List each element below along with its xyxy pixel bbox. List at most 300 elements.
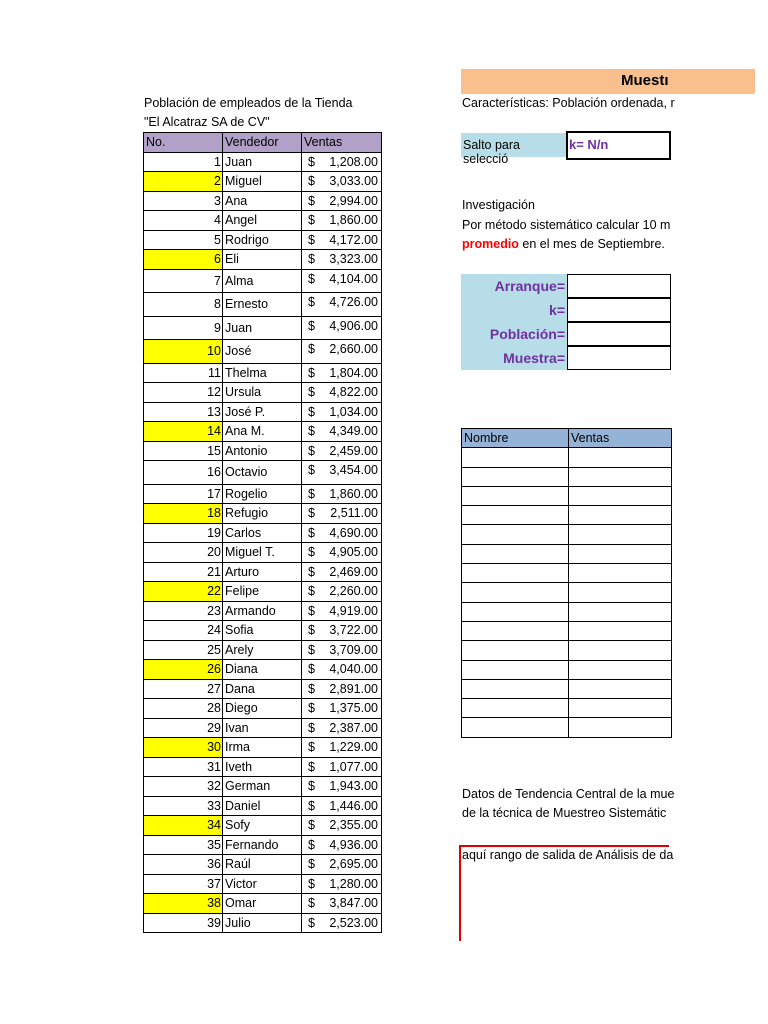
row-number-cell[interactable]: 25 <box>144 640 223 660</box>
sales-amount: 4,104.00 <box>329 271 378 286</box>
currency-symbol: $ <box>308 740 315 754</box>
table-row <box>144 340 382 364</box>
currency-symbol: $ <box>308 623 315 637</box>
vendor-name-cell[interactable]: Irma <box>223 738 302 758</box>
currency-symbol: $ <box>308 342 315 356</box>
sales-amount: 2,891.00 <box>329 681 378 696</box>
currency-symbol: $ <box>308 404 315 419</box>
table-row <box>144 191 382 211</box>
promedio-word: promedio <box>462 237 519 251</box>
sample-row <box>462 583 672 602</box>
currency-symbol: $ <box>308 385 315 399</box>
table-row <box>144 250 382 270</box>
sales-amount: 2,994.00 <box>329 193 378 208</box>
param-k-label: k= <box>549 302 565 318</box>
vendor-name-cell[interactable]: Ursula <box>223 383 302 403</box>
vendor-name-cell[interactable]: Arely <box>223 640 302 660</box>
table-row <box>144 757 382 777</box>
sample-row <box>462 486 672 505</box>
sample-row <box>462 679 672 698</box>
param-muestra-label: Muestra= <box>503 350 565 366</box>
employee-table <box>143 132 382 933</box>
sales-cell[interactable] <box>302 172 382 192</box>
sales-cell[interactable] <box>302 913 382 933</box>
sales-cell[interactable] <box>302 835 382 855</box>
sales-cell[interactable] <box>302 461 382 485</box>
param-k-input[interactable] <box>567 298 671 322</box>
sales-amount: 2,469.00 <box>329 564 378 579</box>
row-number-cell[interactable]: 17 <box>144 484 223 504</box>
row-number-cell[interactable]: 10 <box>144 340 223 364</box>
sales-cell[interactable] <box>302 523 382 543</box>
sample-name-cell[interactable] <box>462 486 569 505</box>
currency-symbol: $ <box>308 486 315 501</box>
currency-symbol: $ <box>308 759 315 774</box>
header-ventas: Ventas <box>302 133 382 153</box>
row-number-cell[interactable]: 30 <box>144 738 223 758</box>
row-number-cell[interactable]: 37 <box>144 874 223 894</box>
sales-amount: 2,459.00 <box>329 443 378 458</box>
sample-row <box>462 660 672 679</box>
row-number-cell[interactable]: 18 <box>144 504 223 524</box>
vendor-name-cell[interactable]: Juan <box>223 152 302 172</box>
vendor-name-cell[interactable]: Daniel <box>223 796 302 816</box>
sample-sales-cell[interactable] <box>569 699 672 718</box>
row-number-cell[interactable]: 19 <box>144 523 223 543</box>
row-number-cell[interactable]: 27 <box>144 679 223 699</box>
vendor-name-cell[interactable]: Iveth <box>223 757 302 777</box>
sales-amount: 4,690.00 <box>329 525 378 540</box>
sales-amount: 2,695.00 <box>329 857 378 871</box>
sales-amount: 2,260.00 <box>329 584 378 598</box>
sales-amount: 4,349.00 <box>329 424 378 438</box>
vendor-name-cell[interactable]: Arturo <box>223 562 302 582</box>
currency-symbol: $ <box>308 603 315 618</box>
salto-label-cell[interactable] <box>461 133 567 166</box>
sample-sales-cell[interactable] <box>569 583 672 602</box>
sales-cell[interactable] <box>302 699 382 719</box>
sales-cell[interactable] <box>302 383 382 403</box>
table-row <box>144 211 382 231</box>
investigation-line1: Por método sistemático calcular 10 m <box>462 218 671 232</box>
sales-amount: 4,040.00 <box>329 662 378 676</box>
table-row <box>144 913 382 933</box>
currency-symbol: $ <box>308 545 315 559</box>
row-number-cell[interactable]: 15 <box>144 441 223 461</box>
salto-label: Salto para selecció <box>463 138 520 166</box>
sample-row <box>462 506 672 525</box>
table-row <box>144 699 382 719</box>
row-number-cell[interactable]: 13 <box>144 402 223 422</box>
sales-amount: 4,726.00 <box>329 295 378 309</box>
table-row <box>144 504 382 524</box>
row-number-cell[interactable]: 24 <box>144 621 223 641</box>
row-number-cell[interactable]: 2 <box>144 172 223 192</box>
sales-amount: 1,375.00 <box>329 701 378 715</box>
vendor-name-cell[interactable]: Victor <box>223 874 302 894</box>
sample-header-ventas: Ventas <box>569 429 672 448</box>
sales-amount: 1,804.00 <box>329 365 378 380</box>
sales-cell[interactable] <box>302 738 382 758</box>
row-number-cell[interactable]: 16 <box>144 461 223 485</box>
row-number-cell[interactable]: 8 <box>144 293 223 317</box>
vendor-name-cell[interactable]: Rogelio <box>223 484 302 504</box>
currency-symbol: $ <box>308 876 315 891</box>
sales-amount: 1,860.00 <box>329 213 378 227</box>
currency-symbol: $ <box>308 154 315 169</box>
currency-symbol: $ <box>308 798 315 813</box>
currency-symbol: $ <box>308 720 315 735</box>
sales-amount: 1,446.00 <box>329 798 378 813</box>
sales-cell[interactable] <box>302 894 382 914</box>
sales-cell[interactable] <box>302 363 382 383</box>
sales-amount: 2,511.00 <box>330 506 378 520</box>
row-number-cell[interactable]: 11 <box>144 363 223 383</box>
vendor-name-cell[interactable]: Ivan <box>223 718 302 738</box>
sales-cell[interactable] <box>302 718 382 738</box>
sales-amount: 1,229.00 <box>329 740 378 754</box>
table-row <box>144 718 382 738</box>
vendor-name-cell[interactable]: Diana <box>223 660 302 680</box>
row-number-cell[interactable]: 39 <box>144 913 223 933</box>
vendor-name-cell[interactable]: Refugio <box>223 504 302 524</box>
sales-cell[interactable] <box>302 582 382 602</box>
row-number-cell[interactable]: 5 <box>144 230 223 250</box>
table-row <box>144 874 382 894</box>
row-number-cell[interactable]: 33 <box>144 796 223 816</box>
table-row <box>144 316 382 340</box>
sales-cell[interactable] <box>302 796 382 816</box>
sales-amount: 2,355.00 <box>329 818 378 832</box>
vendor-name-cell[interactable]: Omar <box>223 894 302 914</box>
currency-symbol: $ <box>308 213 315 227</box>
table-row <box>144 484 382 504</box>
sales-cell[interactable] <box>302 293 382 317</box>
vendor-name-cell[interactable]: Eli <box>223 250 302 270</box>
row-number-cell[interactable]: 4 <box>144 211 223 231</box>
sample-name-cell[interactable] <box>462 583 569 602</box>
currency-symbol: $ <box>308 584 315 598</box>
sample-name-cell[interactable] <box>462 679 569 698</box>
table-row <box>144 601 382 621</box>
row-number-cell[interactable]: 7 <box>144 269 223 293</box>
currency-symbol: $ <box>308 271 315 286</box>
sample-name-cell[interactable] <box>462 641 569 660</box>
employee-table-header <box>144 133 382 153</box>
param-poblacion-input[interactable] <box>567 322 671 346</box>
vendor-name-cell[interactable]: José <box>223 340 302 364</box>
table-row <box>144 172 382 192</box>
tendencia-line1: Datos de Tendencia Central de la mue <box>462 787 675 801</box>
vendor-name-cell[interactable]: Armando <box>223 601 302 621</box>
row-number-cell[interactable]: 20 <box>144 543 223 563</box>
param-arranque-label: Arranque= <box>494 278 565 294</box>
currency-symbol: $ <box>308 662 315 676</box>
row-number-cell[interactable]: 14 <box>144 422 223 442</box>
sample-name-cell[interactable] <box>462 525 569 544</box>
k-formula-cell[interactable] <box>566 131 671 160</box>
sample-row <box>462 621 672 640</box>
sales-cell[interactable] <box>302 484 382 504</box>
sales-amount: 4,822.00 <box>329 385 378 399</box>
vendor-name-cell[interactable]: Ana M. <box>223 422 302 442</box>
parameters-label-block <box>461 274 567 370</box>
sample-name-cell[interactable] <box>462 699 569 718</box>
currency-symbol: $ <box>308 818 315 832</box>
sales-amount: 1,077.00 <box>329 759 378 774</box>
currency-symbol: $ <box>308 424 315 438</box>
sales-cell[interactable] <box>302 679 382 699</box>
sample-sales-cell[interactable] <box>569 641 672 660</box>
sales-cell[interactable] <box>302 757 382 777</box>
sales-amount: 1,860.00 <box>329 486 378 501</box>
sales-amount: 1,943.00 <box>329 779 378 793</box>
vendor-name-cell[interactable]: Antonio <box>223 441 302 461</box>
sales-amount: 4,906.00 <box>329 318 378 333</box>
sample-sales-cell[interactable] <box>569 525 672 544</box>
sales-cell[interactable] <box>302 230 382 250</box>
output-range-border-top <box>459 845 669 847</box>
k-formula: k= N/n <box>569 137 609 152</box>
sales-cell[interactable] <box>302 152 382 172</box>
vendor-name-cell[interactable]: Sofy <box>223 816 302 836</box>
sample-header-nombre: Nombre <box>462 429 569 448</box>
output-range-text[interactable]: aquí rango de salida de Análisis de da <box>462 848 674 862</box>
sales-amount: 2,387.00 <box>329 720 378 735</box>
sample-sales-cell[interactable] <box>569 564 672 583</box>
sample-row <box>462 467 672 486</box>
table-row <box>144 640 382 660</box>
param-arranque-input[interactable] <box>567 274 671 298</box>
currency-symbol: $ <box>308 174 315 188</box>
currency-symbol: $ <box>308 681 315 696</box>
sales-amount: 3,323.00 <box>329 252 378 266</box>
vendor-name-cell[interactable]: Felipe <box>223 582 302 602</box>
currency-symbol: $ <box>308 642 315 657</box>
sample-name-cell[interactable] <box>462 660 569 679</box>
row-number-cell[interactable]: 6 <box>144 250 223 270</box>
param-poblacion-label: Población= <box>489 326 565 342</box>
sales-amount: 3,033.00 <box>329 174 378 188</box>
currency-symbol: $ <box>308 779 315 793</box>
row-number-cell[interactable]: 26 <box>144 660 223 680</box>
table-row <box>144 461 382 485</box>
table-row <box>144 562 382 582</box>
sample-sales-cell[interactable] <box>569 621 672 640</box>
sales-cell[interactable] <box>302 316 382 340</box>
sales-cell[interactable] <box>302 211 382 231</box>
vendor-name-cell[interactable]: German <box>223 777 302 797</box>
row-number-cell[interactable]: 36 <box>144 855 223 875</box>
sample-sales-cell[interactable] <box>569 660 672 679</box>
table-row <box>144 894 382 914</box>
sales-cell[interactable] <box>302 191 382 211</box>
vendor-name-cell[interactable]: Alma <box>223 269 302 293</box>
vendor-name-cell[interactable]: Ernesto <box>223 293 302 317</box>
vendor-name-cell[interactable]: Angel <box>223 211 302 231</box>
vendor-name-cell[interactable]: Fernando <box>223 835 302 855</box>
table-row <box>144 523 382 543</box>
sales-amount: 3,847.00 <box>329 896 378 910</box>
sample-sales-cell[interactable] <box>569 448 672 467</box>
sales-cell[interactable] <box>302 874 382 894</box>
vendor-name-cell[interactable]: Diego <box>223 699 302 719</box>
sample-name-cell[interactable] <box>462 718 569 737</box>
sales-amount: 3,454.00 <box>329 463 378 477</box>
currency-symbol: $ <box>308 837 315 852</box>
sample-name-cell[interactable] <box>462 544 569 563</box>
sales-amount: 3,722.00 <box>329 623 378 637</box>
row-number-cell[interactable]: 21 <box>144 562 223 582</box>
row-number-cell[interactable]: 12 <box>144 383 223 403</box>
sales-cell[interactable] <box>302 816 382 836</box>
sales-cell[interactable] <box>302 402 382 422</box>
sales-amount: 1,034.00 <box>329 404 378 419</box>
currency-symbol: $ <box>308 915 315 930</box>
sample-row <box>462 525 672 544</box>
currency-symbol: $ <box>308 252 315 266</box>
table-row <box>144 230 382 250</box>
vendor-name-cell[interactable]: Sofia <box>223 621 302 641</box>
sales-amount: 4,905.00 <box>329 545 378 559</box>
row-number-cell[interactable]: 38 <box>144 894 223 914</box>
investigation-heading: Investigación <box>462 198 535 212</box>
sample-row <box>462 718 672 737</box>
table-row <box>144 152 382 172</box>
table-row <box>144 582 382 602</box>
table-row <box>144 363 382 383</box>
table-row <box>144 383 382 403</box>
row-number-cell[interactable]: 29 <box>144 718 223 738</box>
currency-symbol: $ <box>308 896 315 910</box>
vendor-name-cell[interactable]: Octavio <box>223 461 302 485</box>
sample-name-cell[interactable] <box>462 448 569 467</box>
currency-symbol: $ <box>308 232 315 247</box>
currency-symbol: $ <box>308 193 315 208</box>
sales-amount: 1,280.00 <box>329 876 378 891</box>
table-row <box>144 621 382 641</box>
table-row <box>144 738 382 758</box>
table-row <box>144 855 382 875</box>
row-number-cell[interactable]: 34 <box>144 816 223 836</box>
sales-cell[interactable] <box>302 269 382 293</box>
table-row <box>144 816 382 836</box>
sample-sales-cell[interactable] <box>569 718 672 737</box>
currency-symbol: $ <box>308 506 315 520</box>
sales-cell[interactable] <box>302 543 382 563</box>
sales-amount: 1,208.00 <box>329 154 378 169</box>
currency-symbol: $ <box>308 318 315 333</box>
output-range-border-left <box>459 845 461 941</box>
sales-cell[interactable] <box>302 660 382 680</box>
currency-symbol: $ <box>308 463 315 477</box>
row-number-cell[interactable]: 9 <box>144 316 223 340</box>
population-title: Población de empleados de la Tienda <box>144 96 353 110</box>
sample-name-cell[interactable] <box>462 467 569 486</box>
vendor-name-cell[interactable]: Juan <box>223 316 302 340</box>
sample-name-cell[interactable] <box>462 621 569 640</box>
investigation-line2-rest: en el mes de Septiembre. <box>518 237 665 251</box>
investigation-line2 <box>462 237 665 251</box>
characteristics-text: Características: Población ordenada, r <box>462 96 675 110</box>
sample-row <box>462 544 672 563</box>
sales-cell[interactable] <box>302 640 382 660</box>
currency-symbol: $ <box>308 857 315 871</box>
table-row <box>144 402 382 422</box>
sample-row <box>462 699 672 718</box>
sales-cell[interactable] <box>302 441 382 461</box>
vendor-name-cell[interactable]: José P. <box>223 402 302 422</box>
table-row <box>144 543 382 563</box>
currency-symbol: $ <box>308 564 315 579</box>
sheet-title: Muestı <box>621 72 669 89</box>
sample-table-header <box>462 429 672 448</box>
table-row <box>144 796 382 816</box>
table-row <box>144 422 382 442</box>
sales-amount: 4,936.00 <box>329 837 378 852</box>
sales-cell[interactable] <box>302 601 382 621</box>
sales-cell[interactable] <box>302 250 382 270</box>
sample-row <box>462 641 672 660</box>
sample-row <box>462 448 672 467</box>
vendor-name-cell[interactable]: Miguel T. <box>223 543 302 563</box>
row-number-cell[interactable]: 28 <box>144 699 223 719</box>
currency-symbol: $ <box>308 365 315 380</box>
row-number-cell[interactable]: 23 <box>144 601 223 621</box>
sample-row <box>462 564 672 583</box>
sample-sales-cell[interactable] <box>569 544 672 563</box>
sample-name-cell[interactable] <box>462 564 569 583</box>
sample-name-cell[interactable] <box>462 506 569 525</box>
sample-sales-cell[interactable] <box>569 679 672 698</box>
sample-table <box>461 428 672 738</box>
vendor-name-cell[interactable]: Miguel <box>223 172 302 192</box>
sales-cell[interactable] <box>302 777 382 797</box>
sample-sales-cell[interactable] <box>569 602 672 621</box>
row-number-cell[interactable]: 22 <box>144 582 223 602</box>
vendor-name-cell[interactable]: Carlos <box>223 523 302 543</box>
table-row <box>144 777 382 797</box>
sample-sales-cell[interactable] <box>569 486 672 505</box>
sample-sales-cell[interactable] <box>569 467 672 486</box>
sales-amount: 2,523.00 <box>329 915 378 930</box>
row-number-cell[interactable]: 1 <box>144 152 223 172</box>
sales-cell[interactable] <box>302 504 382 524</box>
row-number-cell[interactable]: 3 <box>144 191 223 211</box>
sales-cell[interactable] <box>302 855 382 875</box>
row-number-cell[interactable]: 32 <box>144 777 223 797</box>
sample-name-cell[interactable] <box>462 602 569 621</box>
row-number-cell[interactable]: 35 <box>144 835 223 855</box>
table-row <box>144 293 382 317</box>
sales-cell[interactable] <box>302 621 382 641</box>
param-muestra-input[interactable] <box>567 346 671 370</box>
vendor-name-cell[interactable]: Thelma <box>223 363 302 383</box>
vendor-name-cell[interactable]: Rodrigo <box>223 230 302 250</box>
vendor-name-cell[interactable]: Julio <box>223 913 302 933</box>
currency-symbol: $ <box>308 525 315 540</box>
row-number-cell[interactable]: 31 <box>144 757 223 777</box>
sales-cell[interactable] <box>302 562 382 582</box>
sales-cell[interactable] <box>302 422 382 442</box>
sales-cell[interactable] <box>302 340 382 364</box>
currency-symbol: $ <box>308 701 315 715</box>
vendor-name-cell[interactable]: Raúl <box>223 855 302 875</box>
sample-sales-cell[interactable] <box>569 506 672 525</box>
sales-amount: 4,172.00 <box>329 232 378 247</box>
vendor-name-cell[interactable]: Ana <box>223 191 302 211</box>
vendor-name-cell[interactable]: Dana <box>223 679 302 699</box>
